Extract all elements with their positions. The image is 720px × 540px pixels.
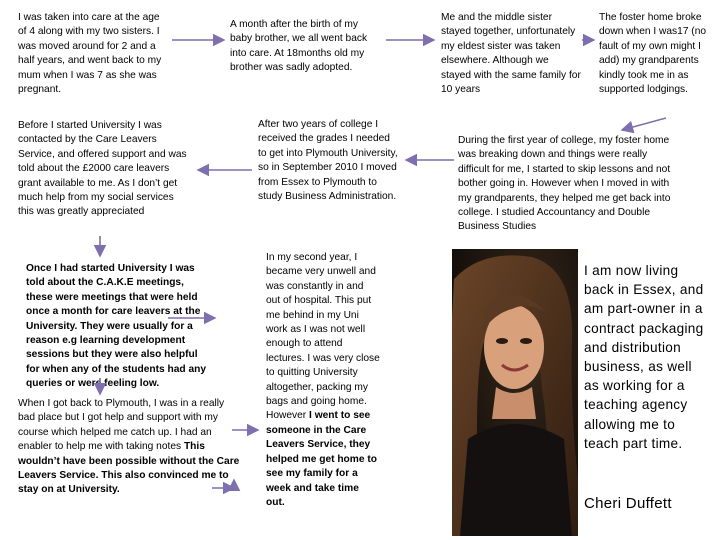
return-to-plymouth-bold-text: This wouldn’t have been possible without the Care Leavers Service. This also convinced me to stay on at University. [18,441,240,496]
text-block-brother-adopted: A month after the birth of my baby brother, we all went back into care. At 18months old my brother was sadly adopted. [230,19,368,74]
portrait-photo [452,249,578,536]
text-block-plymouth-university: After two years of college I received the grades I needed to get into Plymouth University, so in September 2010 I moved from Essex to Plymouth to study Business Administration. [258,119,398,203]
text-block-cake-meetings: Once I had started University I was told about the C.A.K.E meetings, these were meetings that were held once a month for care leavers at the University. They were usually for a reason e.g learning development sessions but they were also helpful for when any of the students had any queries or were feeling low. [26,263,206,390]
text-block-foster-breakdown: The foster home broke down when I was17 (no fault of my own might I add) my grandparents kindly took me in as supported lodgings. [599,12,707,96]
text-block-college-year: During the first year of college, my foster home was breaking down and things were really difficult for me, I started to skip lessons and not bother going in. However when I moved in with my grandparents, they helped me get back into college. I studied Accountancy and Double Business Studies [458,135,671,233]
text-block-care-leavers-grant: Before I started University I was contacted by the Care Leavers Service, and offered support and was told about the £2000 care leavers grant available to me. As I don’t get much help from my social services this was greatly appreciated [18,120,187,218]
text-block-now-living: I am now living back in Essex, and am part-owner in a contract packaging and distribution business, as well as working for a teaching agency allowing me to teach part time. [584,263,704,451]
portrait-illustration [452,249,578,536]
text-block-early-care: I was taken into care at the age of 4 along with my two sisters. I was moved around for 2 and a half years, and went back to my mum when I was 7 as she was pregnant. [18,12,162,96]
arrow-4 [622,118,666,130]
return-to-plymouth-text: When I got back to Plymouth, I was in a really bad place but I got help and support with my course which helped me catch up. I had an enabler to help me with taking notes [18,398,225,453]
text-block-sisters: Me and the middle sister stayed together, unfortunately my eldest sister was taken elsewhere. Although we stayed with the same family for 10 years [441,12,581,96]
text-block-return-to-plymouth [18,397,240,498]
text-block-second-year [266,251,380,510]
signature: Cheri Duffett [584,495,672,512]
second-year-bold-text: I went to see someone in the Care Leavers Service, they helped me get home to see my family for a week and take time out. [266,410,377,508]
second-year-text: In my second year, I became very unwell and was constantly in and out of hospital. This put me behind in my Uni work as I was not well enough to attend lectures. I was very close to quitting University altogether, packing my bags and going home. However [266,252,380,422]
